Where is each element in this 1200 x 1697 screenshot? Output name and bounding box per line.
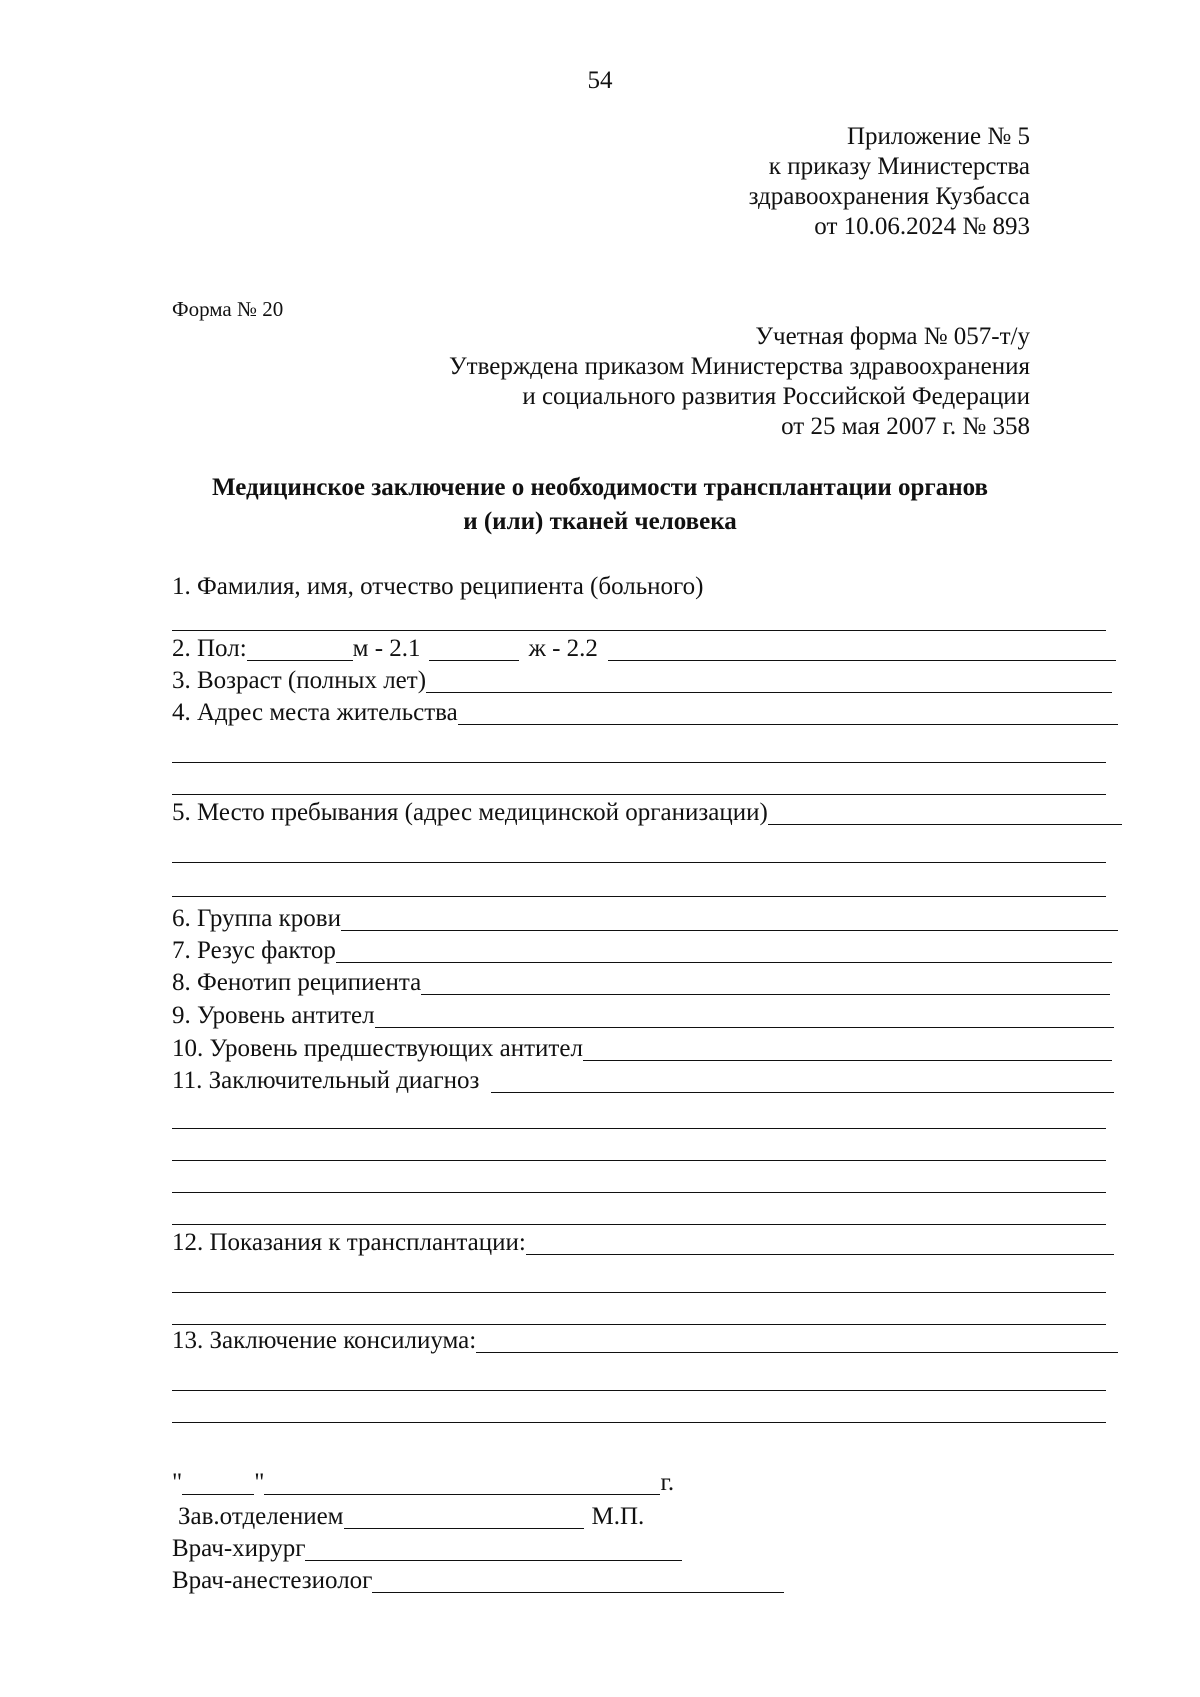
surgeon-signature-line[interactable] [305, 1536, 682, 1561]
field-4-extra-line-2[interactable] [172, 794, 1106, 795]
field-3-label: 3. Возраст (полных лет) [172, 667, 427, 694]
field-11-extra-line-2[interactable] [172, 1160, 1106, 1161]
field-5-line[interactable] [768, 800, 1122, 825]
field-11-extra-line-4[interactable] [172, 1224, 1106, 1225]
surgeon-label: Врач-хирург [172, 1535, 306, 1562]
appendix-line-3: здравоохранения Кузбасса [748, 183, 1030, 210]
field-2-female-option: ж - 2.2 [528, 635, 598, 662]
field-5-row [172, 798, 1122, 828]
field-12-extra-line-1[interactable] [172, 1292, 1106, 1293]
field-9-line[interactable] [375, 1003, 1114, 1028]
page-number: 54 [587, 67, 613, 94]
field-1-line[interactable] [172, 630, 1106, 631]
field-7-line[interactable] [336, 938, 1112, 963]
field-5-extra-line-2[interactable] [172, 896, 1106, 897]
accounting-line-4: от 25 мая 2007 г. № 358 [781, 413, 1030, 440]
field-4-line[interactable] [458, 700, 1118, 725]
field-10-label: 10. Уровень предшествующих антител [172, 1035, 583, 1062]
date-year-suffix: г. [660, 1469, 675, 1496]
field-2-male-option: м - 2.1 [352, 635, 421, 662]
surgeon-signature-row [172, 1534, 682, 1564]
head-label: Зав.отделением [178, 1503, 344, 1530]
field-2-label: 2. Пол: [172, 635, 247, 662]
head-signature-line[interactable] [344, 1504, 584, 1529]
field-11-line[interactable] [491, 1068, 1114, 1093]
head-signature-row [178, 1502, 678, 1532]
field-2-male-line[interactable] [429, 636, 519, 661]
field-9-row [172, 1001, 1114, 1031]
field-5-label: 5. Место пребывания (адрес медицинской организации) [172, 799, 768, 826]
accounting-line-1: Учетная форма № 057-т/у [755, 323, 1030, 350]
document-title-line-2: и (или) тканей человека [463, 508, 737, 535]
field-12-label: 12. Показания к трансплантации: [172, 1229, 526, 1256]
stamp-label: М.П. [591, 1503, 645, 1530]
field-13-row [172, 1326, 1118, 1356]
field-12-row [172, 1228, 1114, 1258]
field-8-label: 8. Фенотип реципиента [172, 969, 422, 996]
field-13-extra-line-1[interactable] [172, 1390, 1106, 1391]
field-3-row [172, 666, 1112, 696]
field-6-line[interactable] [341, 906, 1118, 931]
date-quote-close: " [254, 1469, 265, 1496]
field-10-row [172, 1034, 1112, 1064]
appendix-line-1: Приложение № 5 [846, 123, 1030, 150]
field-13-line[interactable] [476, 1328, 1118, 1353]
anesthesiologist-signature-line[interactable] [372, 1568, 784, 1593]
document-title-line-1: Медицинское заключение о необходимости трансплантации органов [211, 474, 989, 501]
accounting-line-2: Утверждена приказом Министерства здравоохранения [448, 353, 1030, 380]
date-month-year-line[interactable] [264, 1470, 660, 1495]
field-2-row [172, 634, 1116, 664]
field-7-label: 7. Резус фактор [172, 937, 336, 964]
field-11-label: 11. Заключительный диагноз [172, 1067, 480, 1094]
date-row [172, 1468, 686, 1498]
date-day-line[interactable] [182, 1470, 254, 1495]
field-4-label: 4. Адрес места жительства [172, 699, 458, 726]
field-13-extra-line-2[interactable] [172, 1422, 1106, 1423]
field-8-line[interactable] [421, 970, 1110, 995]
field-4-row [172, 698, 1118, 728]
field-11-extra-line-1[interactable] [172, 1128, 1106, 1129]
field-6-label: 6. Группа крови [172, 905, 341, 932]
field-2-sex-line[interactable] [247, 636, 353, 661]
form-label: Форма № 20 [172, 297, 284, 321]
accounting-line-3: и социального развития Российской Федерации [522, 383, 1030, 410]
field-11-extra-line-3[interactable] [172, 1192, 1106, 1193]
date-quote-open: " [172, 1469, 183, 1496]
appendix-line-4: от 10.06.2024 № 893 [814, 213, 1030, 240]
field-8-row [172, 968, 1110, 998]
anesthesiologist-signature-row [172, 1566, 784, 1596]
field-2-female-line[interactable] [608, 636, 1116, 661]
field-11-row [172, 1066, 1114, 1096]
appendix-line-2: к приказу Министерства [768, 153, 1030, 180]
field-9-label: 9. Уровень антител [172, 1002, 375, 1029]
field-1-label: 1. Фамилия, имя, отчество реципиента (больного) [172, 573, 704, 600]
field-5-extra-line-1[interactable] [172, 862, 1106, 863]
field-7-row [172, 936, 1112, 966]
field-12-line[interactable] [526, 1230, 1114, 1255]
field-10-line[interactable] [583, 1036, 1112, 1061]
field-4-extra-line-1[interactable] [172, 762, 1106, 763]
anesthesiologist-label: Врач-анестезиолог [172, 1567, 373, 1594]
field-13-label: 13. Заключение консилиума: [172, 1327, 477, 1354]
field-6-row [172, 904, 1118, 934]
field-12-extra-line-2[interactable] [172, 1324, 1106, 1325]
field-3-line[interactable] [426, 668, 1112, 693]
